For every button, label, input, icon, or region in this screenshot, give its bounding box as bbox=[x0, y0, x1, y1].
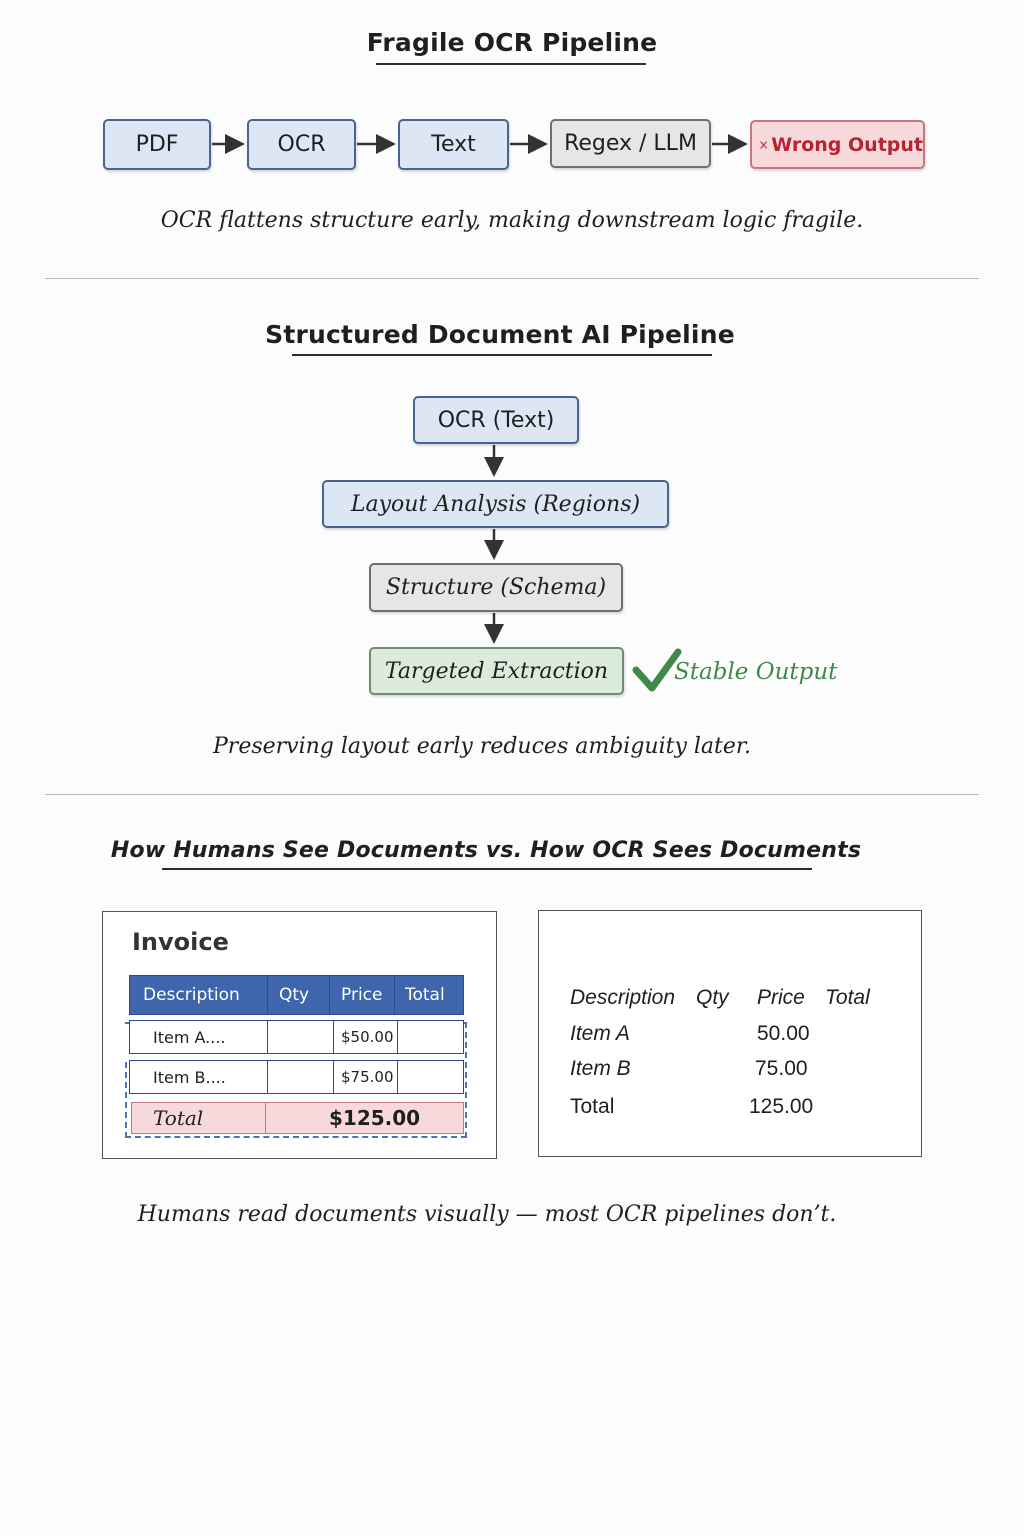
structured-pipeline-title: Structured Document AI Pipeline bbox=[265, 320, 735, 349]
wrong-output-label: Wrong Output bbox=[771, 133, 923, 156]
row-separator bbox=[397, 1020, 398, 1054]
step-text: Text bbox=[398, 119, 509, 170]
row-separator bbox=[267, 1060, 268, 1094]
ocr-row-label: Total bbox=[570, 1095, 615, 1118]
step-targeted-extraction: Targeted Extraction bbox=[369, 647, 624, 695]
ocr-view-panel bbox=[538, 910, 922, 1157]
ocr-row-value: 75.00 bbox=[755, 1057, 808, 1080]
fragile-pipeline-title: Fragile OCR Pipeline bbox=[366, 28, 658, 57]
header-separator bbox=[329, 975, 330, 1015]
fragile-caption: OCR flattens structure early, making downstream logic fragile. bbox=[160, 208, 864, 233]
title-underline bbox=[162, 868, 812, 870]
ocr-header-description: Description bbox=[570, 986, 676, 1009]
structured-caption: Preserving layout early reduces ambiguity later. bbox=[213, 734, 751, 759]
row-a-description: Item A.... bbox=[153, 1027, 226, 1047]
ocr-row-label: Item A bbox=[570, 1022, 630, 1045]
human-view-panel bbox=[102, 911, 497, 1159]
step-regex-llm: Regex / LLM bbox=[550, 119, 711, 168]
ocr-row-value: 50.00 bbox=[757, 1022, 810, 1045]
structured-arrows bbox=[0, 0, 1024, 720]
comparison-title: How Humans See Documents vs. How OCR Sees Documents bbox=[110, 838, 862, 863]
step-ocr-text: OCR (Text) bbox=[413, 396, 579, 444]
row-separator bbox=[397, 1060, 398, 1094]
step-pdf: PDF bbox=[103, 119, 211, 170]
total-value: $125.00 bbox=[329, 1106, 421, 1130]
ocr-header-price: Price bbox=[757, 986, 805, 1009]
header-qty: Qty bbox=[279, 985, 310, 1005]
stable-output-label: Stable Output bbox=[674, 659, 838, 685]
comparison-caption: Humans read documents visually — most OCR pipelines don’t. bbox=[137, 1202, 837, 1227]
ocr-header-total: Total bbox=[825, 986, 870, 1009]
row-a-price: $50.00 bbox=[341, 1028, 394, 1046]
step-structure-schema: Structure (Schema) bbox=[369, 563, 623, 612]
step-layout-analysis: Layout Analysis (Regions) bbox=[322, 480, 669, 528]
row-b-description: Item B.... bbox=[153, 1067, 226, 1087]
step-ocr: OCR bbox=[247, 119, 356, 170]
row-separator bbox=[333, 1020, 334, 1054]
ocr-header-qty: Qty bbox=[696, 986, 729, 1009]
row-separator bbox=[267, 1020, 268, 1054]
check-mark-icon bbox=[636, 652, 678, 688]
ocr-row-label: Item B bbox=[570, 1057, 631, 1080]
row-separator bbox=[333, 1060, 334, 1094]
total-separator bbox=[265, 1102, 266, 1134]
header-description: Description bbox=[143, 985, 240, 1005]
header-separator bbox=[394, 975, 395, 1015]
section-divider bbox=[45, 794, 979, 795]
row-b-price: $75.00 bbox=[341, 1068, 394, 1086]
ocr-row-value: 125.00 bbox=[749, 1095, 814, 1118]
header-separator bbox=[267, 975, 268, 1015]
header-price: Price bbox=[341, 985, 383, 1005]
total-label: Total bbox=[153, 1106, 204, 1130]
header-total: Total bbox=[405, 985, 445, 1005]
invoice-heading: Invoice bbox=[132, 928, 229, 956]
